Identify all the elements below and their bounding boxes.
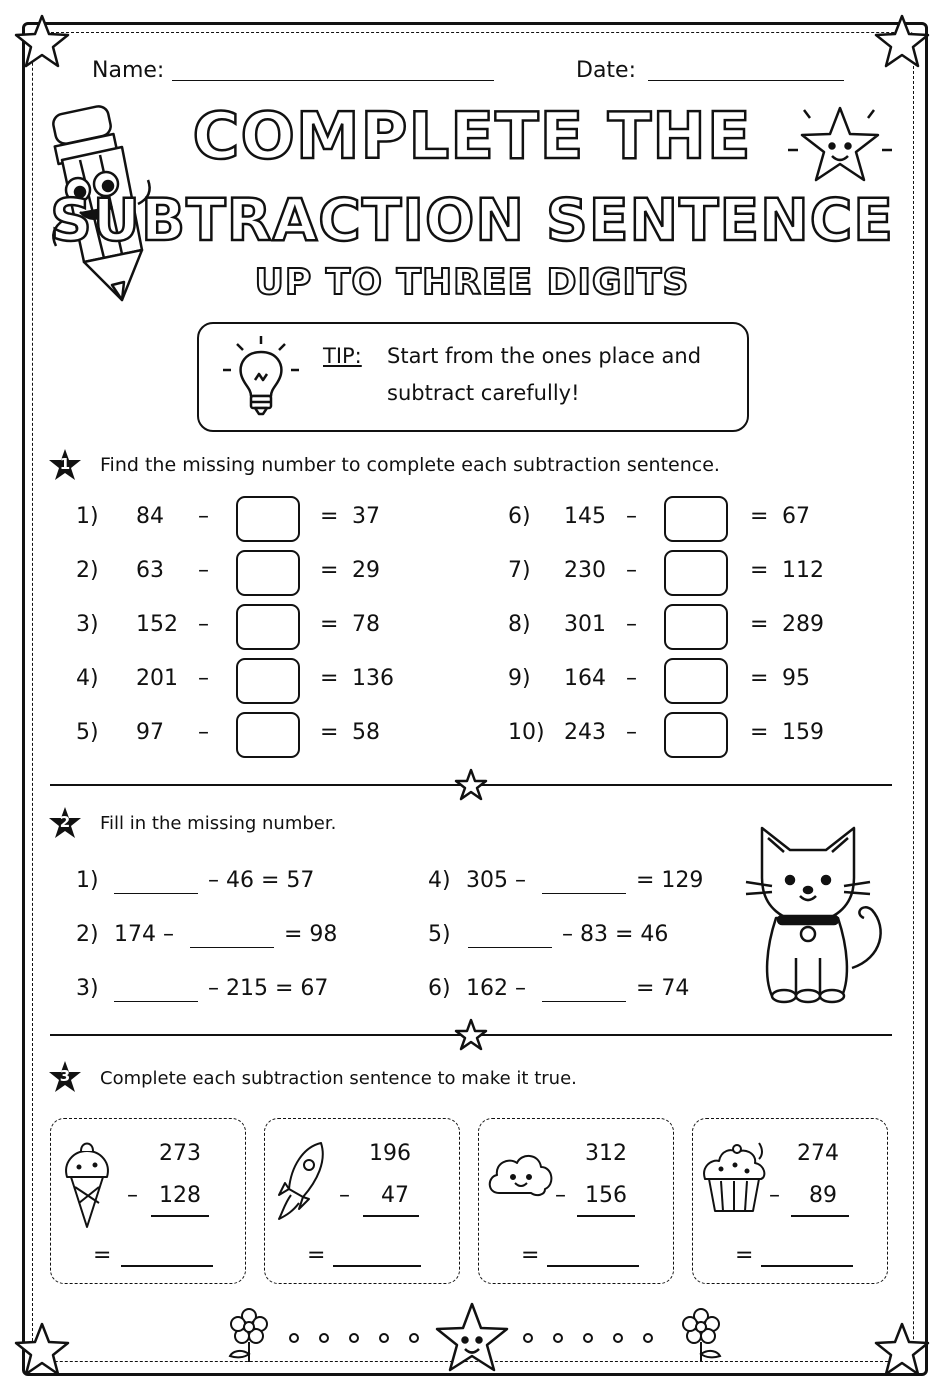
expression-end: – 215 = 67 <box>208 976 329 1001</box>
minus-sign: – <box>198 504 209 529</box>
problem-number: 10) <box>508 720 545 745</box>
minuend: 230 <box>564 558 606 583</box>
result: 289 <box>782 612 824 637</box>
subtraction-problem <box>0 712 944 758</box>
date-label: Date: <box>576 58 636 83</box>
subtrahend: 156 <box>585 1183 627 1208</box>
divider-star-icon <box>454 1018 488 1052</box>
answer-line[interactable] <box>121 1265 213 1267</box>
name-field[interactable] <box>172 80 494 81</box>
result: 58 <box>352 720 380 745</box>
result: 112 <box>782 558 824 583</box>
subtraction-problem <box>0 550 944 596</box>
result: 159 <box>782 720 824 745</box>
answer-blank[interactable] <box>542 1000 626 1002</box>
tip-box <box>197 322 749 432</box>
equals-sign: = <box>320 720 339 745</box>
problem-number: 3) <box>76 612 99 637</box>
expression-end: = 74 <box>636 976 690 1001</box>
tip-text-line-1: Start from the ones place and <box>387 344 702 368</box>
minuend: 164 <box>564 666 606 691</box>
expression-start: 162 – <box>466 976 526 1001</box>
result: 29 <box>352 558 380 583</box>
answer-box[interactable] <box>664 496 728 542</box>
lightbulb-icon <box>219 334 303 420</box>
ice-cream-icon <box>61 1133 113 1229</box>
cupcake-icon <box>701 1139 767 1215</box>
expression-start: 305 – <box>466 868 526 893</box>
answer-box[interactable] <box>664 604 728 650</box>
section-3-badge: 3 <box>48 1060 82 1094</box>
equals-sign: = <box>93 1243 112 1268</box>
corner-star-icon <box>872 1320 932 1380</box>
answer-line[interactable] <box>333 1265 421 1267</box>
cat-icon <box>742 818 892 1004</box>
minus-sign: – <box>198 666 209 691</box>
problem-number: 2) <box>76 922 99 947</box>
problem-card <box>264 1118 460 1284</box>
section-3-instruction: Complete each subtraction sentence to make it true. <box>100 1068 577 1089</box>
problem-number: 4) <box>428 868 451 893</box>
smiling-star-icon <box>432 1300 512 1376</box>
title-line-3: UP TO THREE DIGITS <box>254 262 690 303</box>
section-2-badge: 2 <box>48 806 82 840</box>
minuend: 201 <box>136 666 178 691</box>
minus-sign: – <box>626 504 637 529</box>
equals-sign: = <box>750 666 769 691</box>
problem-number: 5) <box>428 922 451 947</box>
minuend: 152 <box>136 612 178 637</box>
problem-card <box>692 1118 888 1284</box>
minus-sign: – <box>127 1183 138 1208</box>
subtrahend: 128 <box>159 1183 201 1208</box>
subtraction-problem <box>0 658 944 704</box>
minus-sign: – <box>555 1183 566 1208</box>
problem-number: 3) <box>76 976 99 1001</box>
minus-sign: – <box>339 1183 350 1208</box>
dots-decoration <box>284 1330 424 1346</box>
problem-number: 9) <box>508 666 531 691</box>
minuend: 243 <box>564 720 606 745</box>
equals-sign: = <box>750 720 769 745</box>
expression-end: = 129 <box>636 868 704 893</box>
problem-number: 6) <box>508 504 531 529</box>
title-line-2: SUBTRACTION SENTENCE <box>50 186 894 254</box>
section-1-badge: 1 <box>48 448 82 482</box>
result: 95 <box>782 666 810 691</box>
equals-sign: = <box>750 612 769 637</box>
problem-number: 1) <box>76 868 99 893</box>
expression-end: = 98 <box>284 922 338 947</box>
answer-box[interactable] <box>664 658 728 704</box>
flower-icon <box>676 1304 726 1364</box>
tip-label: TIP: <box>323 344 362 368</box>
answer-blank[interactable] <box>468 946 552 948</box>
minuend: 196 <box>369 1141 411 1166</box>
answer-box[interactable] <box>664 550 728 596</box>
rocket-icon <box>273 1139 335 1225</box>
minuend: 84 <box>136 504 164 529</box>
expression-end: – 83 = 46 <box>562 922 669 947</box>
answer-line[interactable] <box>761 1265 853 1267</box>
date-field[interactable] <box>648 80 844 81</box>
minus-sign: – <box>198 720 209 745</box>
minuend: 273 <box>159 1141 201 1166</box>
expression-start: 174 – <box>114 922 174 947</box>
minuend: 312 <box>585 1141 627 1166</box>
expression-end: – 46 = 57 <box>208 868 315 893</box>
minus-sign: – <box>626 666 637 691</box>
problem-number: 4) <box>76 666 99 691</box>
minuend: 145 <box>564 504 606 529</box>
answer-blank[interactable] <box>542 892 626 894</box>
result: 136 <box>352 666 394 691</box>
result: 37 <box>352 504 380 529</box>
problem-card <box>50 1118 246 1284</box>
equals-sign: = <box>320 612 339 637</box>
minuend: 63 <box>136 558 164 583</box>
minus-sign: – <box>626 558 637 583</box>
flower-icon <box>224 1304 274 1364</box>
problem-number: 2) <box>76 558 99 583</box>
minus-sign: – <box>769 1183 780 1208</box>
tip-text-line-2: subtract carefully! <box>387 381 580 405</box>
corner-star-icon <box>12 12 72 72</box>
minus-sign: – <box>626 612 637 637</box>
result: 78 <box>352 612 380 637</box>
minus-sign: – <box>198 558 209 583</box>
cloud-icon <box>485 1149 555 1199</box>
equals-sign: = <box>750 504 769 529</box>
corner-star-icon <box>872 12 932 72</box>
section-2-instruction: Fill in the missing number. <box>100 813 337 834</box>
minuend: 301 <box>564 612 606 637</box>
answer-box[interactable] <box>664 712 728 758</box>
problem-number: 1) <box>76 504 99 529</box>
subtraction-problem <box>0 604 944 650</box>
problem-number: 7) <box>508 558 531 583</box>
corner-star-icon <box>12 1320 72 1380</box>
subtrahend: 47 <box>381 1183 409 1208</box>
equals-sign: = <box>320 504 339 529</box>
equals-sign: = <box>735 1243 754 1268</box>
subtrahend: 89 <box>809 1183 837 1208</box>
subtraction-problem <box>0 496 944 542</box>
minuend: 274 <box>797 1141 839 1166</box>
equals-sign: = <box>320 558 339 583</box>
section-1-instruction: Find the missing number to complete each subtraction sentence. <box>100 454 720 476</box>
problem-number: 8) <box>508 612 531 637</box>
equals-sign: = <box>750 558 769 583</box>
problem-number: 5) <box>76 720 99 745</box>
minuend: 97 <box>136 720 164 745</box>
problem-number: 6) <box>428 976 451 1001</box>
minus-sign: – <box>198 612 209 637</box>
minus-sign: – <box>626 720 637 745</box>
problem-card <box>478 1118 674 1284</box>
title-line-1: COMPLETE THE <box>192 100 752 174</box>
equals-sign: = <box>307 1243 326 1268</box>
name-label: Name: <box>92 58 165 83</box>
equals-sign: = <box>320 666 339 691</box>
answer-line[interactable] <box>547 1265 639 1267</box>
dots-decoration <box>518 1330 658 1346</box>
divider-star-icon <box>454 768 488 802</box>
equals-sign: = <box>521 1243 540 1268</box>
result: 67 <box>782 504 810 529</box>
